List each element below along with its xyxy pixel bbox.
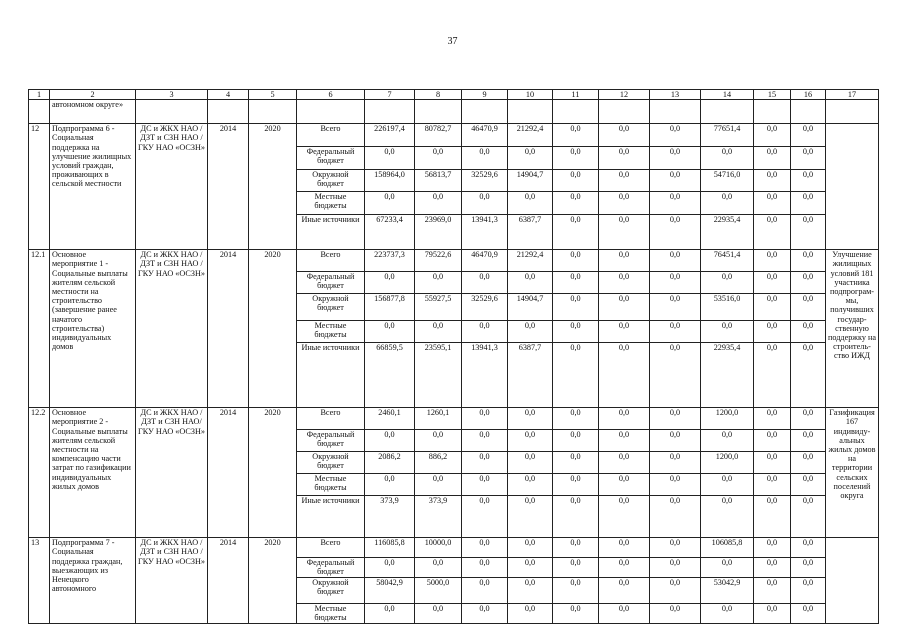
value-col-16: 0,0 [791, 192, 826, 215]
funding-source: Федеральный бюджет [297, 558, 365, 578]
funding-source: Федеральный бюджет [297, 272, 365, 294]
value-col-8: 23595,1 [415, 343, 462, 408]
column-number-row [29, 90, 879, 100]
value-col-15: 0,0 [754, 321, 791, 343]
value-col-8: 55927,5 [415, 294, 462, 321]
value-col-13: 0,0 [650, 272, 701, 294]
value-col-11: 0,0 [553, 496, 599, 538]
value-col-10: 0,0 [508, 272, 553, 294]
value-col-8: 0,0 [415, 474, 462, 496]
column-number-7: 7 [365, 90, 415, 100]
column-number-2: 2 [50, 90, 136, 100]
column-number-1: 1 [29, 90, 50, 100]
value-col-14: 54716,0 [701, 170, 754, 192]
column-number-6: 6 [297, 90, 365, 100]
value-col-8: 5000,0 [415, 578, 462, 604]
funding-source: Иные источники [297, 215, 365, 250]
value-col-13: 0,0 [650, 124, 701, 147]
value-col-14: 0,0 [701, 558, 754, 578]
value-col-7: 2460,1 [365, 408, 415, 430]
section-id: 12.2 [29, 408, 50, 538]
value-col-12: 0,0 [599, 250, 650, 272]
value-col-7: 116085,8 [365, 538, 415, 558]
value-col-11: 0,0 [553, 321, 599, 343]
value-col-16: 0,0 [791, 604, 826, 623]
column-number-4: 4 [208, 90, 249, 100]
value-col-14: 1200,0 [701, 452, 754, 474]
value-col-10: 6387,7 [508, 343, 553, 408]
value-col-9: 32529,6 [462, 170, 508, 192]
value-col-11: 0,0 [553, 452, 599, 474]
value-col-10: 21292,4 [508, 124, 553, 147]
value-col-9: 0,0 [462, 321, 508, 343]
value-col-13: 0,0 [650, 430, 701, 452]
section-name: Основное мероприятие 2 - Социальные выплаты жителям сельской местности на компенсацию части затрат по газификации индивидуальных жилых домов [50, 408, 136, 538]
value-col-8: 0,0 [415, 192, 462, 215]
value-col-11: 0,0 [553, 474, 599, 496]
column-number-13: 13 [650, 90, 701, 100]
section-name: Подпрограмма 7 - Социальная поддержка граждан, выезжающих из Ненецкого автономного [50, 538, 136, 623]
value-col-12: 0,0 [599, 496, 650, 538]
value-col-16: 0,0 [791, 474, 826, 496]
value-col-16: 0,0 [791, 124, 826, 147]
value-col-15: 0,0 [754, 250, 791, 272]
column-number-11: 11 [553, 90, 599, 100]
value-col-15: 0,0 [754, 294, 791, 321]
funding-source: Окружной бюджет [297, 294, 365, 321]
value-col-9: 0,0 [462, 496, 508, 538]
value-col-13: 0,0 [650, 294, 701, 321]
value-col-7: 158964,0 [365, 170, 415, 192]
value-col-14: 106085,8 [701, 538, 754, 558]
section-end-year: 2020 [249, 124, 297, 250]
value-col-11: 0,0 [553, 147, 599, 170]
continuation-text: автономном округе» [50, 100, 136, 124]
section-start-year: 2014 [208, 250, 249, 408]
value-col-13: 0,0 [650, 496, 701, 538]
value-col-12: 0,0 [599, 452, 650, 474]
value-col-10: 21292,4 [508, 250, 553, 272]
value-col-14: 22935,4 [701, 343, 754, 408]
value-col-7: 0,0 [365, 430, 415, 452]
section-executor: ДС и ЖКХ НАО / ДЗТ и СЗН НАО / ГКУ НАО «ОСЗН» [136, 124, 208, 250]
value-col-15: 0,0 [754, 474, 791, 496]
value-col-8: 0,0 [415, 558, 462, 578]
section-start-year: 2014 [208, 538, 249, 623]
value-col-11: 0,0 [553, 124, 599, 147]
funding-source: Местные бюджеты [297, 604, 365, 623]
value-col-15: 0,0 [754, 408, 791, 430]
column-number-12: 12 [599, 90, 650, 100]
value-col-15: 0,0 [754, 147, 791, 170]
funding-source: Всего [297, 124, 365, 147]
value-col-12: 0,0 [599, 272, 650, 294]
value-col-16: 0,0 [791, 452, 826, 474]
value-col-10: 14904,7 [508, 294, 553, 321]
value-col-14: 53042,9 [701, 578, 754, 604]
section-start-year: 2014 [208, 124, 249, 250]
value-col-15: 0,0 [754, 578, 791, 604]
value-col-9: 0,0 [462, 474, 508, 496]
value-col-10: 0,0 [508, 538, 553, 558]
value-col-11: 0,0 [553, 578, 599, 604]
value-col-7: 0,0 [365, 604, 415, 623]
value-col-14: 1200,0 [701, 408, 754, 430]
section-id: 12 [29, 124, 50, 250]
value-col-13: 0,0 [650, 558, 701, 578]
column-number-3: 3 [136, 90, 208, 100]
funding-source: Местные бюджеты [297, 321, 365, 343]
value-col-15: 0,0 [754, 538, 791, 558]
section-id: 12.1 [29, 250, 50, 408]
funding-source: Иные источники [297, 496, 365, 538]
value-col-9: 0,0 [462, 452, 508, 474]
section-executor: ДС и ЖКХ НАО / ДЗТ и СЗН НАО/ ГКУ НАО «ОСЗН» [136, 408, 208, 538]
value-col-8: 10000,0 [415, 538, 462, 558]
value-col-12: 0,0 [599, 604, 650, 623]
value-col-12: 0,0 [599, 124, 650, 147]
value-col-15: 0,0 [754, 452, 791, 474]
table-row [29, 538, 879, 558]
value-col-13: 0,0 [650, 408, 701, 430]
section-id: 13 [29, 538, 50, 623]
page-number: 37 [447, 36, 458, 47]
column-number-14: 14 [701, 90, 754, 100]
section-result [826, 124, 879, 250]
column-number-16: 16 [791, 90, 826, 100]
funding-source: Федеральный бюджет [297, 147, 365, 170]
value-col-8: 0,0 [415, 272, 462, 294]
value-col-11: 0,0 [553, 343, 599, 408]
value-col-16: 0,0 [791, 496, 826, 538]
value-col-14: 0,0 [701, 430, 754, 452]
value-col-10: 0,0 [508, 578, 553, 604]
section-name: Подпрограмма 6 - Социальная поддержка на улучшение жилищных условий граждан, проживающих в сельской местности [50, 124, 136, 250]
value-col-16: 0,0 [791, 558, 826, 578]
value-col-9: 0,0 [462, 272, 508, 294]
value-col-7: 223737,3 [365, 250, 415, 272]
value-col-14: 0,0 [701, 147, 754, 170]
funding-source: Местные бюджеты [297, 474, 365, 496]
column-number-15: 15 [754, 90, 791, 100]
continuation-row [29, 100, 879, 124]
value-col-13: 0,0 [650, 147, 701, 170]
value-col-16: 0,0 [791, 147, 826, 170]
funding-source: Местные бюджеты [297, 192, 365, 215]
value-col-7: 0,0 [365, 192, 415, 215]
budget-table [28, 89, 879, 624]
value-col-16: 0,0 [791, 215, 826, 250]
funding-source: Окружной бюджет [297, 170, 365, 192]
value-col-12: 0,0 [599, 578, 650, 604]
funding-source: Всего [297, 250, 365, 272]
value-col-10: 6387,7 [508, 215, 553, 250]
value-col-13: 0,0 [650, 604, 701, 623]
value-col-16: 0,0 [791, 272, 826, 294]
value-col-9: 0,0 [462, 578, 508, 604]
value-col-13: 0,0 [650, 250, 701, 272]
value-col-7: 2086,2 [365, 452, 415, 474]
value-col-13: 0,0 [650, 474, 701, 496]
value-col-13: 0,0 [650, 321, 701, 343]
value-col-15: 0,0 [754, 272, 791, 294]
table-row [29, 250, 879, 272]
section-result: Улучшение жилищных условий 181 участника подпрограм-мы, получивших государ-ственную поддержку на строитель-ство ИЖД [826, 250, 879, 408]
value-col-7: 58042,9 [365, 578, 415, 604]
value-col-10: 0,0 [508, 474, 553, 496]
value-col-9: 13941,3 [462, 343, 508, 408]
value-col-7: 67233,4 [365, 215, 415, 250]
column-number-8: 8 [415, 90, 462, 100]
value-col-15: 0,0 [754, 170, 791, 192]
value-col-10: 0,0 [508, 321, 553, 343]
value-col-14: 76451,4 [701, 250, 754, 272]
value-col-8: 0,0 [415, 430, 462, 452]
value-col-14: 0,0 [701, 474, 754, 496]
value-col-8: 79522,6 [415, 250, 462, 272]
value-col-7: 66859,5 [365, 343, 415, 408]
value-col-10: 0,0 [508, 408, 553, 430]
section-result [826, 538, 879, 623]
value-col-12: 0,0 [599, 558, 650, 578]
value-col-16: 0,0 [791, 170, 826, 192]
section-executor: ДС и ЖКХ НАО / ДЗТ и СЗН НАО / ГКУ НАО «ОСЗН» [136, 250, 208, 408]
value-col-12: 0,0 [599, 192, 650, 215]
value-col-13: 0,0 [650, 343, 701, 408]
funding-source: Федеральный бюджет [297, 430, 365, 452]
value-col-9: 0,0 [462, 558, 508, 578]
section-name: Основное мероприятие 1 - Социальные выплаты жителям сельской местности на строительство (завершение ранее начатого строительства) индивидуальных домов [50, 250, 136, 408]
value-col-8: 373,9 [415, 496, 462, 538]
value-col-14: 0,0 [701, 604, 754, 623]
value-col-14: 0,0 [701, 272, 754, 294]
value-col-15: 0,0 [754, 430, 791, 452]
value-col-11: 0,0 [553, 294, 599, 321]
section-executor: ДС и ЖКХ НАО / ДЗТ и СЗН НАО / ГКУ НАО «ОСЗН» [136, 538, 208, 623]
value-col-15: 0,0 [754, 124, 791, 147]
value-col-12: 0,0 [599, 430, 650, 452]
value-col-12: 0,0 [599, 538, 650, 558]
value-col-13: 0,0 [650, 578, 701, 604]
column-number-10: 10 [508, 90, 553, 100]
value-col-9: 0,0 [462, 538, 508, 558]
value-col-12: 0,0 [599, 294, 650, 321]
funding-source: Всего [297, 538, 365, 558]
value-col-14: 22935,4 [701, 215, 754, 250]
section-start-year: 2014 [208, 408, 249, 538]
value-col-13: 0,0 [650, 192, 701, 215]
value-col-15: 0,0 [754, 192, 791, 215]
value-col-11: 0,0 [553, 215, 599, 250]
value-col-16: 0,0 [791, 408, 826, 430]
value-col-16: 0,0 [791, 430, 826, 452]
value-col-8: 0,0 [415, 604, 462, 623]
value-col-11: 0,0 [553, 604, 599, 623]
value-col-16: 0,0 [791, 294, 826, 321]
value-col-7: 156877,8 [365, 294, 415, 321]
value-col-11: 0,0 [553, 192, 599, 215]
column-number-9: 9 [462, 90, 508, 100]
value-col-15: 0,0 [754, 215, 791, 250]
value-col-7: 0,0 [365, 272, 415, 294]
funding-source: Всего [297, 408, 365, 430]
value-col-16: 0,0 [791, 538, 826, 558]
value-col-9: 0,0 [462, 430, 508, 452]
value-col-11: 0,0 [553, 250, 599, 272]
value-col-16: 0,0 [791, 343, 826, 408]
value-col-8: 23969,0 [415, 215, 462, 250]
value-col-11: 0,0 [553, 430, 599, 452]
value-col-9: 0,0 [462, 604, 508, 623]
value-col-16: 0,0 [791, 321, 826, 343]
value-col-11: 0,0 [553, 538, 599, 558]
table-row [29, 408, 879, 430]
value-col-9: 0,0 [462, 192, 508, 215]
value-col-15: 0,0 [754, 558, 791, 578]
value-col-13: 0,0 [650, 215, 701, 250]
value-col-7: 226197,4 [365, 124, 415, 147]
value-col-14: 0,0 [701, 496, 754, 538]
section-end-year: 2020 [249, 250, 297, 408]
section-result: Газификация 167 индивиду-альных жилых домов на территории сельских поселений округа [826, 408, 879, 538]
value-col-10: 0,0 [508, 558, 553, 578]
value-col-10: 0,0 [508, 192, 553, 215]
value-col-10: 0,0 [508, 430, 553, 452]
value-col-12: 0,0 [599, 215, 650, 250]
value-col-10: 0,0 [508, 452, 553, 474]
value-col-12: 0,0 [599, 170, 650, 192]
funding-source: Окружной бюджет [297, 452, 365, 474]
value-col-15: 0,0 [754, 496, 791, 538]
value-col-9: 46470,9 [462, 250, 508, 272]
value-col-10: 0,0 [508, 604, 553, 623]
value-col-8: 80782,7 [415, 124, 462, 147]
value-col-11: 0,0 [553, 272, 599, 294]
section-end-year: 2020 [249, 538, 297, 623]
cell-col1 [29, 100, 50, 124]
value-col-11: 0,0 [553, 408, 599, 430]
section-end-year: 2020 [249, 408, 297, 538]
value-col-7: 0,0 [365, 321, 415, 343]
value-col-7: 373,9 [365, 496, 415, 538]
value-col-7: 0,0 [365, 474, 415, 496]
value-col-12: 0,0 [599, 147, 650, 170]
value-col-16: 0,0 [791, 250, 826, 272]
value-col-9: 13941,3 [462, 215, 508, 250]
value-col-8: 886,2 [415, 452, 462, 474]
column-number-17: 17 [826, 90, 879, 100]
value-col-9: 0,0 [462, 408, 508, 430]
value-col-8: 0,0 [415, 147, 462, 170]
value-col-15: 0,0 [754, 604, 791, 623]
table-row [29, 124, 879, 147]
value-col-12: 0,0 [599, 408, 650, 430]
value-col-8: 0,0 [415, 321, 462, 343]
value-col-13: 0,0 [650, 538, 701, 558]
value-col-10: 0,0 [508, 496, 553, 538]
column-number-5: 5 [249, 90, 297, 100]
value-col-9: 46470,9 [462, 124, 508, 147]
value-col-8: 1260,1 [415, 408, 462, 430]
value-col-12: 0,0 [599, 343, 650, 408]
value-col-14: 0,0 [701, 321, 754, 343]
funding-source: Иные источники [297, 343, 365, 408]
value-col-14: 77651,4 [701, 124, 754, 147]
value-col-9: 0,0 [462, 147, 508, 170]
funding-source: Окружной бюджет [297, 578, 365, 604]
value-col-8: 56813,7 [415, 170, 462, 192]
value-col-7: 0,0 [365, 558, 415, 578]
value-col-11: 0,0 [553, 170, 599, 192]
value-col-13: 0,0 [650, 170, 701, 192]
value-col-7: 0,0 [365, 147, 415, 170]
value-col-10: 14904,7 [508, 170, 553, 192]
value-col-13: 0,0 [650, 452, 701, 474]
value-col-14: 0,0 [701, 192, 754, 215]
value-col-9: 32529,6 [462, 294, 508, 321]
value-col-15: 0,0 [754, 343, 791, 408]
value-col-16: 0,0 [791, 578, 826, 604]
value-col-14: 53516,0 [701, 294, 754, 321]
value-col-11: 0,0 [553, 558, 599, 578]
value-col-12: 0,0 [599, 321, 650, 343]
value-col-12: 0,0 [599, 474, 650, 496]
value-col-10: 0,0 [508, 147, 553, 170]
